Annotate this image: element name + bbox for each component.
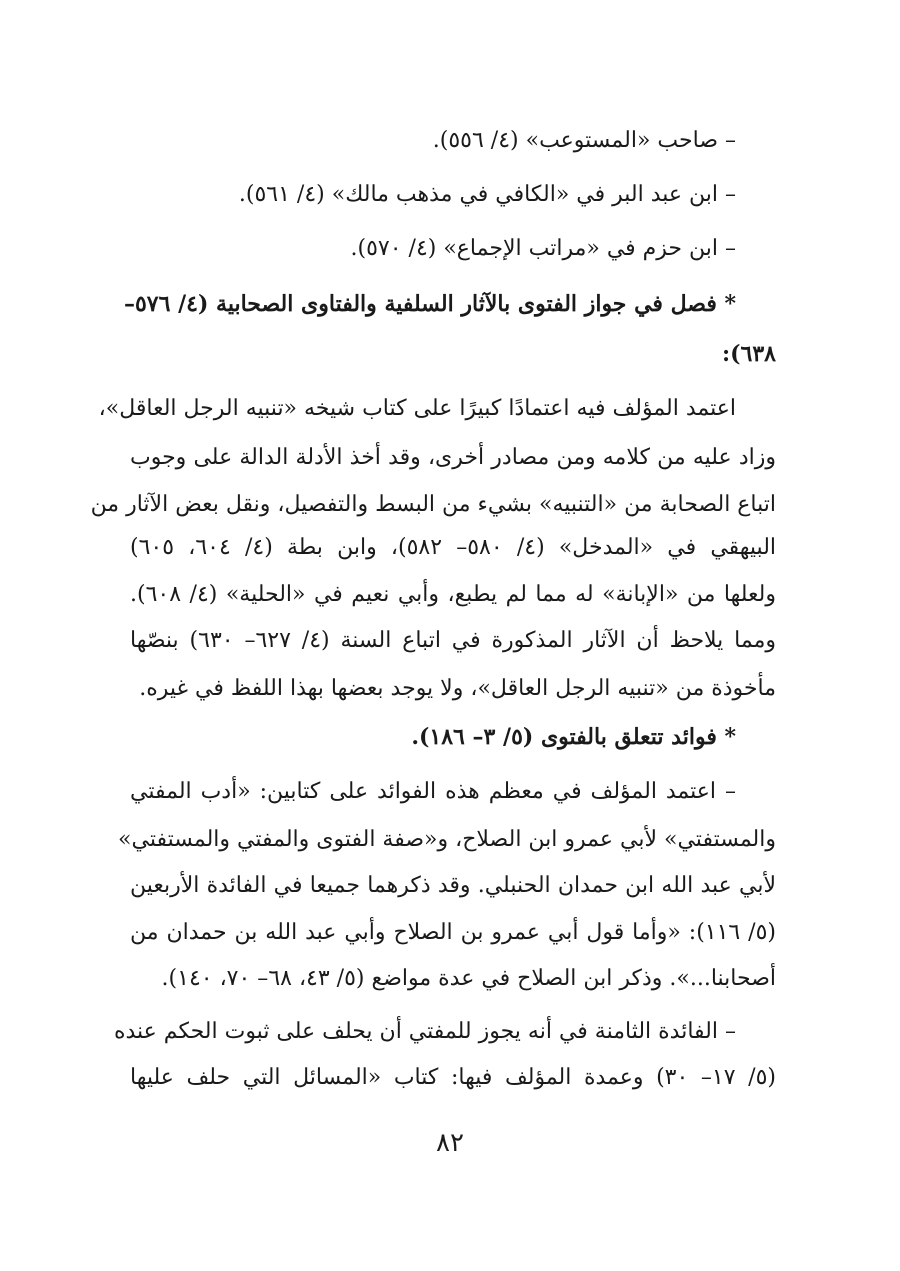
paragraph-line: وزاد عليه من كلامه ومن مصادر أخرى، وقد أخذ الأدلة الدالة على وجوب	[130, 445, 776, 470]
section-heading-fatwa-athar: * فصل في جواز الفتوى بالآثار السلفية والفتاوى الصحابية (٤/ ٥٧٦–	[123, 291, 736, 317]
paragraph-line: (٥/ ١٧– ٣٠) وعمدة المؤلف فيها: كتاب «المسائل التي حلف عليها	[130, 1065, 776, 1090]
paragraph-line: – اعتمد المؤلف في معظم هذه الفوائد على كتابين: «أدب المفتي	[130, 779, 736, 804]
section-heading-fatwa-athar-cont: ٦٣٨):	[722, 341, 776, 367]
paragraph-line: ومما يلاحظ أن الآثار المذكورة في اتباع السنة (٤/ ٦٢٧– ٦٣٠) بنصّها	[130, 628, 776, 653]
paragraph-line: اتباع الصحابة من «التنبيه» بشيء من البسط والتفصيل، ونقل بعض الآثار من	[90, 492, 776, 517]
paragraph-line: (٥/ ١١٦): «وأما قول أبي عمرو بن الصلاح وأبي عبد الله بن حمدان من	[130, 920, 776, 945]
paragraph-line: لأبي عبد الله ابن حمدان الحنبلي. وقد ذكرهما جميعا في الفائدة الأربعين	[130, 873, 776, 898]
page-number: ٨٢	[436, 1128, 464, 1158]
paragraph-line: اعتمد المؤلف فيه اعتمادًا كبيرًا على كتاب شيخه «تنبيه الرجل العاقل»،	[98, 396, 736, 421]
paragraph-line: البيهقي في «المدخل» (٤/ ٥٨٠– ٥٨٢)، وابن بطة (٤/ ٦٠٤، ٦٠٥)	[130, 535, 777, 560]
list-item-ibn-abd-albarr: – ابن عبد البر في «الكافي في مذهب مالك» (٤/ ٥٦١).	[238, 182, 736, 207]
section-heading-fatwa-benefits: * فوائد تتعلق بالفتوى (٥/ ٣– ١٨٦).	[411, 724, 736, 750]
paragraph-line: والمستفتي» لأبي عمرو ابن الصلاح، و«صفة الفتوى والمفتي والمستفتي»	[118, 827, 776, 852]
list-item-ibn-hazm: – ابن حزم في «مراتب الإجماع» (٤/ ٥٧٠).	[350, 236, 736, 261]
list-item-mustawib: – صاحب «المستوعب» (٤/ ٥٥٦).	[432, 128, 736, 153]
paragraph-line: – الفائدة الثامنة في أنه يجوز للمفتي أن يحلف على ثبوت الحكم عنده	[113, 1019, 736, 1044]
paragraph-line: ولعلها من «الإبانة» له مما لم يطبع، وأبي نعيم في «الحلية» (٤/ ٦٠٨).	[130, 582, 776, 607]
paragraph-line: أصحابنا...». وذكر ابن الصلاح في عدة مواضع (٥/ ٤٣، ٦٨– ٧٠، ١٤٠).	[161, 966, 776, 991]
paragraph-line: مأخوذة من «تنبيه الرجل العاقل»، ولا يوجد بعضها بهذا اللفظ في غيره.	[139, 676, 776, 701]
